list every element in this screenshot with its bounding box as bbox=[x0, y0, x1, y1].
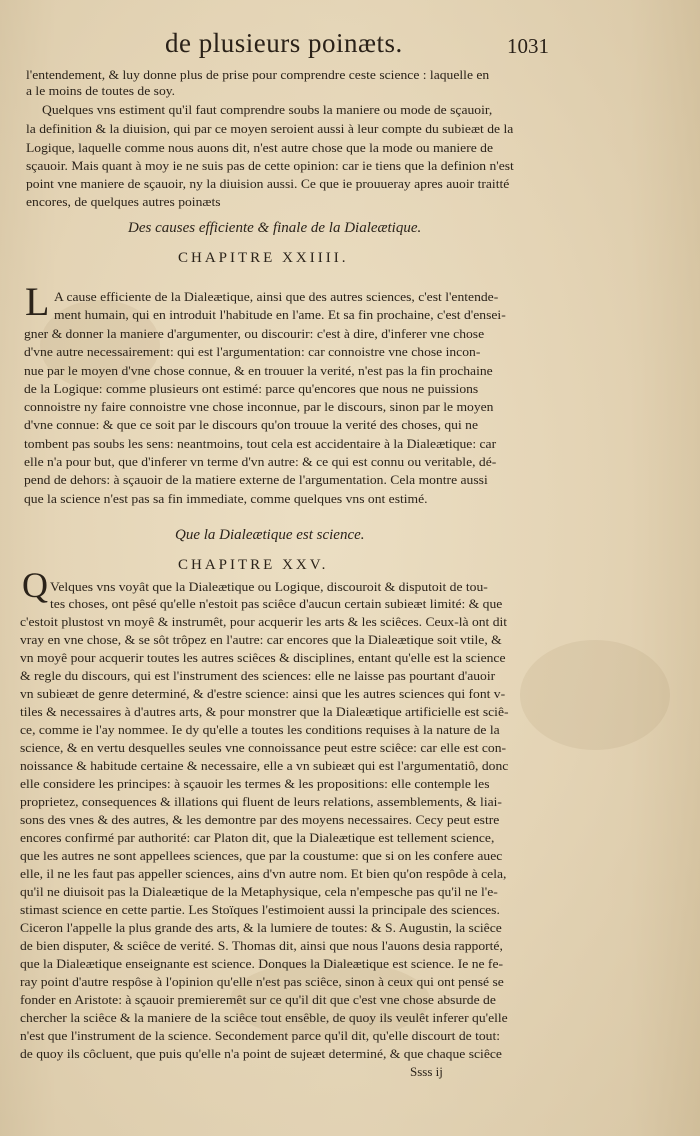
chapter-25-line: que les autres ne sont appellees sciences, que par la coustume: que si on les confere auec bbox=[20, 849, 503, 863]
chapter-24-line: connoistre ny faire connoistre vne chose inconnue, par le discours, sinon par le moyen bbox=[24, 400, 494, 414]
signature-mark: Ssss ij bbox=[410, 1064, 443, 1079]
chapter-25-line: noissance & habitude certaine & necessaire, elle a vn subieæt qui est l'argumentatiô, donc bbox=[20, 759, 509, 773]
chapter-25-line: c'estoit plustost vn moyê & instrumêt, pour acquerir les arts & les sciêces. Ceux-là ont dit bbox=[20, 615, 508, 629]
paragraph-1-line: a le moins de toutes de soy. bbox=[26, 84, 176, 98]
chapter-25-line: vn subieæt de genre determiné, & d'estre science: ainsi que les autres sciences qui font v- bbox=[20, 687, 506, 701]
chapter-24-line: de la Logique: comme plusieurs ont estimé: parce qu'encores que nous ne puissions bbox=[24, 382, 479, 396]
chapter-25-line: encores confirmé par authorité: car Platon dit, que la Dialeætique est tellement science, bbox=[20, 831, 495, 845]
chapter-25-line: qu'il ne diuisoit pas la Dialeætique de la Metaphysique, cela n'empesche pas qu'il ne l'e- bbox=[20, 885, 498, 899]
chapter-24-line: ment humain, qui en introduit l'habitude en l'ame. Et sa fin prochaine, c'est d'ensei- bbox=[54, 308, 506, 322]
chapter-25-line: Ciceron l'appelle la plus grande des arts, & la lumiere de toutes: & S. Augustin, la sciêce bbox=[20, 921, 502, 935]
chapter-25-line: que la Dialeætique enseignante est science. Donques la Dialeætique est science. Ie ne fe- bbox=[20, 957, 504, 971]
chapter-24-line: gner & donner la maniere d'argumenter, ou discourir: c'est à dire, d'inferer vne chose bbox=[24, 327, 485, 341]
chapter-25-line: science, & en vertu desquelles seules vne connoissance peut estre sciêce: car elle est con- bbox=[20, 741, 507, 755]
chapter-heading: CHAPITRE XXV. bbox=[178, 557, 329, 573]
chapter-25-line: elle, il ne les faut pas appeller sciences, ains d'vn autre nom. Et bien qu'on respôde à cela, bbox=[20, 867, 507, 881]
chapter-25-line: stimast science en cette partie. Les Stoïques l'estimoient aussi la principale des sciences. bbox=[20, 903, 500, 917]
chapter-25-line: fonder en Aristote: à sçauoir premieremêt sur ce qu'il dit que c'est vne chose absurde de bbox=[20, 993, 496, 1007]
running-head bbox=[0, 26, 700, 66]
chapter-25-line: elle considere les principes: à sçauoir les termes & les propositions: elle contemple les bbox=[20, 777, 490, 791]
section-heading: Que la Dialeætique est science. bbox=[175, 527, 365, 543]
paragraph-2-line: Logique, laquelle comme nous auons dit, n'est autre chose que la mode ou maniere de bbox=[26, 141, 494, 155]
chapter-25-line: vray en vne chose, & se sôt trôpez en l'autre: car encores que la Dialeætique soit vtile, & bbox=[20, 633, 502, 647]
chapter-24-line: que la science n'est pas sa fin immediate, comme quelques vns ont estimé. bbox=[24, 492, 428, 506]
paragraph-2-line: la definition & la diuision, qui par ce moyen seroient aussi à leur compte du subieæt de la bbox=[26, 122, 514, 136]
chapter-25-line: sons des vnes & des autres, & les demontre par des moyens necessaires. Cecy peut estre bbox=[20, 813, 500, 827]
paragraph-2-line: encores, de quelques autres poinæts bbox=[26, 195, 221, 209]
chapter-25-line: proprietez, consequences & illations qui fluent de leurs relations, assemblements, & liai- bbox=[20, 795, 502, 809]
chapter-25-line: tes choses, ont pêsé qu'elle n'estoit pas sciêce d'aucun certain subieæt limité: & que bbox=[50, 597, 503, 611]
chapter-24-line: elle n'a pour but, que d'inferer vn terme d'vn autre: & ce qui est connu ou veritable, dé- bbox=[24, 455, 497, 469]
paragraph-2-line: point vne maniere de sçauoir, ny la diuision aussi. Ce que ie prouueray apres auoir traitté bbox=[26, 177, 510, 191]
chapter-25-line: vn moyê pour acquerir toutes les autres sciêces & disciplines, entant qu'elle est la science bbox=[20, 651, 506, 665]
page-number: 1031 bbox=[507, 34, 549, 58]
paragraph-1-line: l'entendement, & luy donne plus de prise pour comprendre ceste science : laquelle en bbox=[26, 68, 490, 82]
running-head-title: de plusieurs poinæts. bbox=[165, 28, 403, 58]
chapter-24-line: nue par le moyen d'vne chose connue, & en trouuer la verité, n'est pas la fin prochaine bbox=[24, 364, 493, 378]
chapter-24-line: d'vne autre necessairement: qui est l'argumentation: car connoistre vne chose incon- bbox=[24, 345, 481, 359]
chapter-25-line: & regle du discours, qui est l'instrument des sciences: elle ne laisse pas pourtant d'auoir bbox=[20, 669, 496, 683]
drop-cap: Q bbox=[22, 565, 48, 605]
chapter-24-line: d'vne connue: & que ce soit par le discours qu'on trouue la verité des choses, qui ne bbox=[24, 418, 479, 432]
chapter-25-line: de bien disputer, & sciêce de verité. S. Thomas dit, ainsi que nous l'auons desia rapporté, bbox=[20, 939, 503, 953]
chapter-25-line: Velques vns voyât que la Dialeætique ou Logique, discouroit & disputoit de tou- bbox=[50, 580, 488, 594]
chapter-24-line: pend de dehors: à sçauoir de la matiere externe de l'argumentation. Cela montre aussi bbox=[24, 473, 488, 487]
chapter-25-line: n'est que l'instrument de la science. Secondement parce qu'il dit, qu'elle discourt de tout: bbox=[20, 1029, 501, 1043]
paper-stain bbox=[520, 640, 670, 750]
chapter-heading: CHAPITRE XXIIII. bbox=[178, 250, 349, 266]
paragraph-2-line: sçauoir. Mais quant à moy ie ne suis pas de cette opinion: car ie tiens que la definion n'est bbox=[26, 159, 514, 173]
chapter-24-line: A cause efficiente de la Dialeætique, ainsi que des autres sciences, c'est l'entende- bbox=[54, 290, 499, 304]
section-heading: Des causes efficiente & finale de la Dialeætique. bbox=[128, 220, 422, 236]
paragraph-2-line: Quelques vns estiment qu'il faut comprendre soubs la maniere ou mode de sçauoir, bbox=[42, 103, 493, 117]
chapter-25-line: chercher la sciêce & la maniere de la sciêce tout ensêble, de quoy ils veulêt inferer qu'elle bbox=[20, 1011, 508, 1025]
chapter-25-line: de quoy ils côcluent, que puis qu'elle n'a point de sujeæt determiné, & que chaque sciêce bbox=[20, 1047, 502, 1061]
chapter-25-line: ray point d'autre respôse à l'opinion qu'elle n'est pas sciêce, sinon à ceux qui ont pensé se bbox=[20, 975, 504, 989]
chapter-25-line: tiles & necessaires à d'autres arts, & pour monstrer que la Dialeætique artificielle est sciê- bbox=[20, 705, 509, 719]
drop-cap: L bbox=[25, 279, 50, 324]
chapter-25-line: ce, comme ie l'ay nommee. Ie dy qu'elle a toutes les conditions requises à la nature de la bbox=[20, 723, 500, 737]
chapter-24-line: tombent pas soubs les sens: neantmoins, tout cela est accidentaire à la Dialeætique: car bbox=[24, 437, 497, 451]
